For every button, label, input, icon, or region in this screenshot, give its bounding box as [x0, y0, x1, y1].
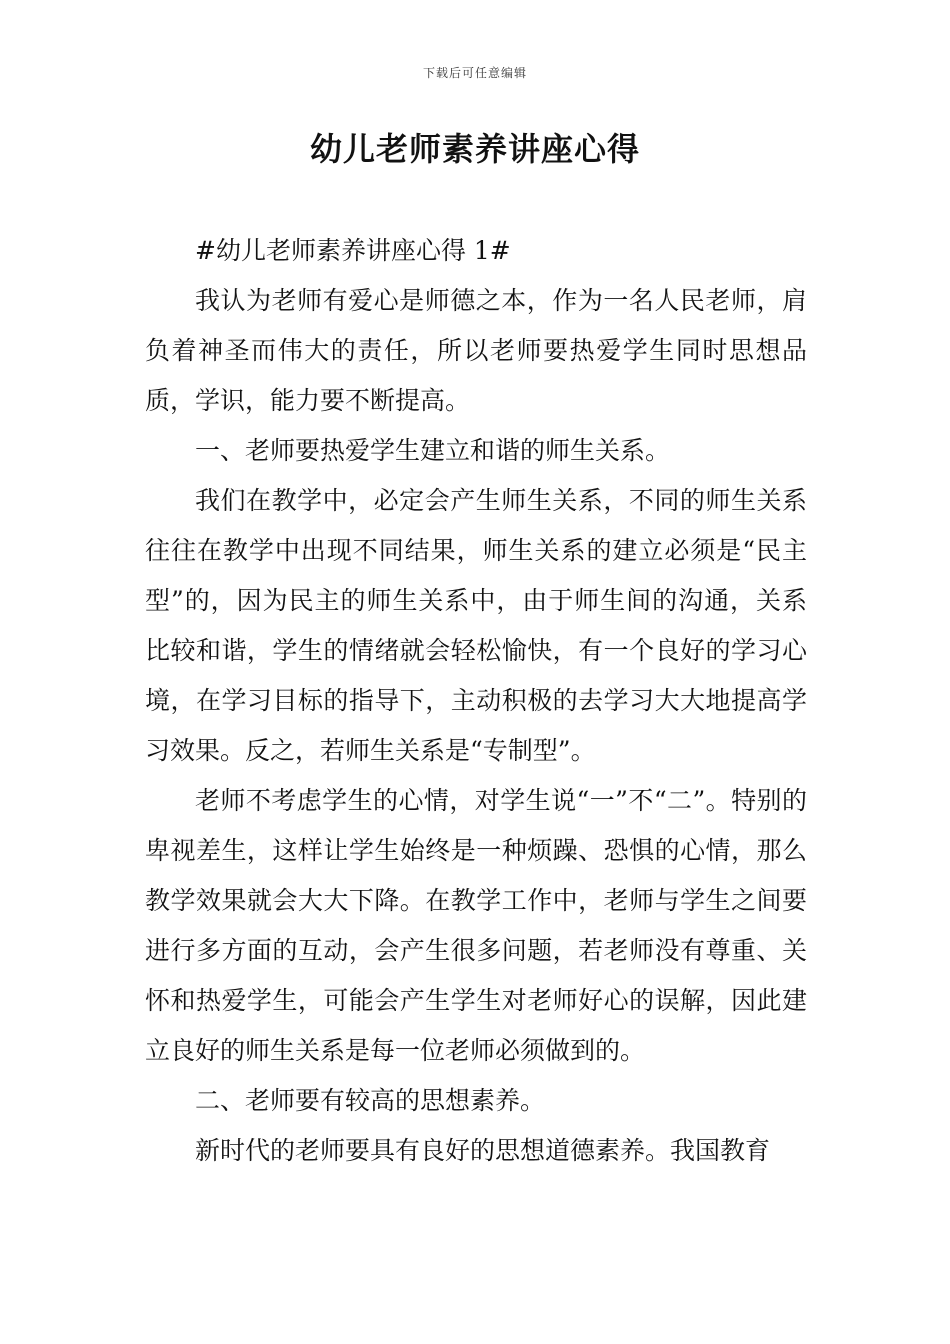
document-title: 幼儿老师素养讲座心得	[309, 130, 640, 168]
paragraph-consideration: 老师不考虑学生的心情，对学生说“一”不“二”。特别的卑视差生，这样让学生始终是一种烦躁、恐惧的心情，那么教学效果就会大大下降。在教学工作中，老师与学生之间要进行多方面的互动，会产生很多问题，若老师没有尊重、关怀和热爱学生，可能会产生学生对老师好心的误解，因此建立良好的师生关系是每一位老师必须做到的。	[145, 786, 807, 1065]
paragraph-section-marker: #幼儿老师素养讲座心得 1#	[195, 236, 511, 265]
document-body	[145, 226, 807, 1176]
paragraph-heading-one: 一、老师要热爱学生建立和谐的师生关系。	[195, 436, 671, 465]
paragraph-new-era: 新时代的老师要具有良好的思想道德素养。我国教育	[195, 1136, 771, 1165]
paragraph-relationship: 我们在教学中，必定会产生师生关系，不同的师生关系往往在教学中出现不同结果，师生关系的建立必须是“民主型”的，因为民主的师生关系中，由于师生间的沟通，关系比较和谐，学生的情绪就会轻松愉快，有一个良好的学习心境，在学习目标的指导下，主动积极的去学习大大地提高学习效果。反之，若师生关系是“专制型”。	[145, 486, 807, 765]
paragraph-heading-two: 二、老师要有较高的思想素养。	[195, 1086, 546, 1115]
header-note: 下载后可任意编辑	[422, 66, 527, 80]
paragraph-intro: 我认为老师有爱心是师德之本，作为一名人民老师，肩负着神圣而伟大的责任，所以老师要热爱学生同时思想品质，学识，能力要不断提高。	[145, 286, 807, 415]
